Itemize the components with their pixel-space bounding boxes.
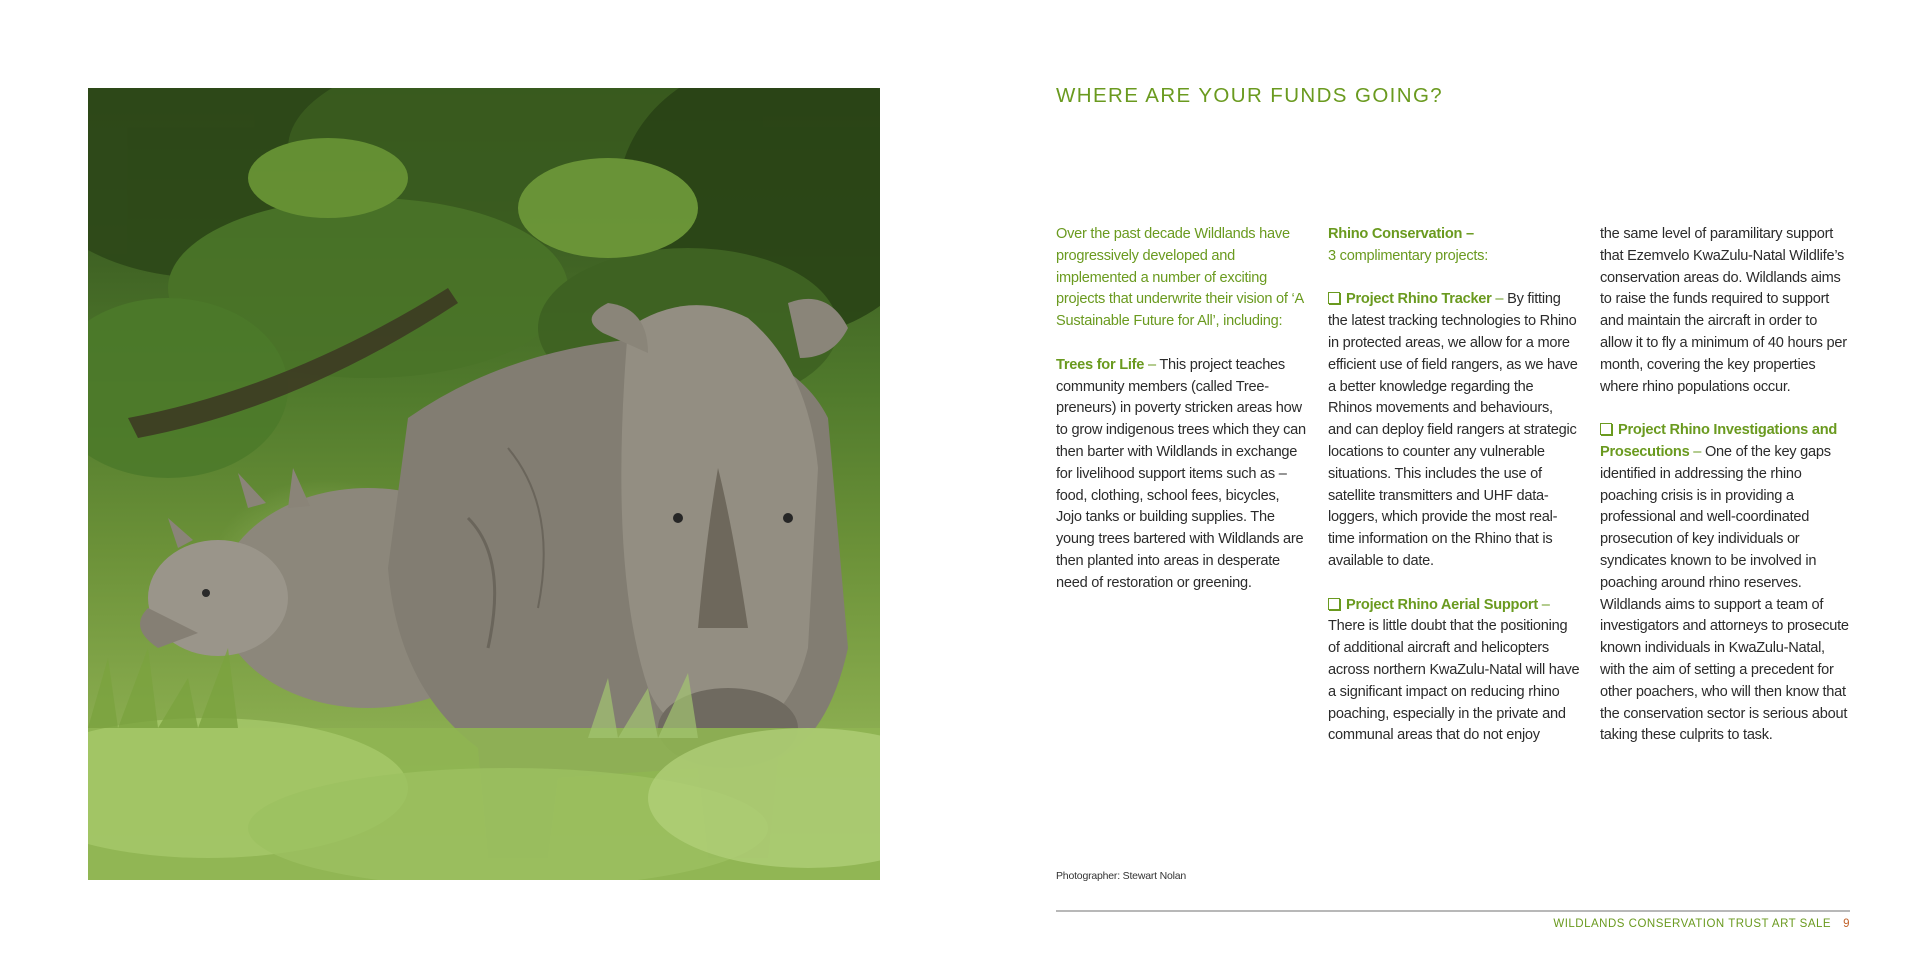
trees-for-life-dash: –	[1144, 356, 1160, 373]
rhino-aerial-title: Project Rhino Aerial Support	[1346, 596, 1538, 613]
rhino-conservation-subtitle: 3 complimentary projects:	[1328, 247, 1489, 264]
rhino-conservation-title: Rhino Conservation –	[1328, 226, 1474, 242]
page-number: 9	[1843, 918, 1850, 930]
rhino-tracker-title: Project Rhino Tracker	[1346, 291, 1492, 308]
rhino-aerial-dash: –	[1537, 596, 1550, 613]
rhino-investigations-body: One of the key gaps identified in addressing the rhino poaching crisis is in providing a professional and well-coordinated prosecution of key individuals or syndicates known to be involved in poaching around rhino reserves. Wildlands aims to support a team of investigators and attorneys to prosecute known individuals in KwaZulu-Natal, with the aim of setting a precedent for other poachers, who will then know that the conservation sector is serious about taking these culprits to task.	[1600, 443, 1849, 744]
text-column-2	[1328, 224, 1580, 769]
rhino-tracker-body: By fitting the latest tracking technologies to Rhino in protected areas, we allow for a more efficient use of field rangers, as we have a better knowledge regarding the Rhinos movements and behaviours, and can deploy field rangers at strategic locations to counter any vulnerable situations. This includes the use of satellite transmitters and UHF data-loggers, which provide the most real-time information on the Rhino that is available to date.	[1328, 291, 1578, 569]
trees-for-life-body: This project teaches community members (called Tree-preneurs) in poverty stricken areas how to grow indigenous trees which they can then barter with Wildlands in exchange for livelihood support items such as – food, clothing, school fees, bicycles, Jojo tanks or building supplies. The young trees bartered with Wildlands are then planted into areas in desperate need of restoration or greening.	[1056, 356, 1306, 591]
trees-for-life-paragraph	[1056, 355, 1308, 595]
rhino-investigations-title: Project Rhino Investigations and Prosecutions	[1600, 422, 1838, 460]
page-heading: WHERE ARE YOUR FUNDS GOING?	[1056, 84, 1444, 107]
photo-credit: Photographer: Stewart Nolan	[1056, 870, 1187, 882]
rhino-conservation-heading	[1328, 224, 1580, 268]
rhino-investigations-dash: –	[1689, 443, 1705, 460]
rhino-aerial-paragraph	[1328, 595, 1580, 748]
page-footer	[1553, 918, 1850, 930]
rhino-investigations-paragraph	[1600, 420, 1852, 747]
checkbox-bullet-icon	[1328, 598, 1340, 610]
text-column-1	[1056, 224, 1308, 616]
intro-paragraph: Over the past decade Wildlands have progressively developed and implemented a number of exciting projects that underwrite their vision of ‘A Sustainable Future for All’, including:	[1056, 226, 1304, 330]
trees-for-life-title: Trees for Life	[1056, 356, 1145, 373]
checkbox-bullet-icon	[1328, 292, 1340, 304]
text-column-3	[1600, 224, 1852, 769]
rhino-aerial-body: There is little doubt that the positioning of additional aircraft and helicopters across northern KwaZulu-Natal will have a significant impact on reducing rhino poaching, especially in the private and communal areas that do not enjoy	[1328, 618, 1580, 744]
rhino-tracker-paragraph	[1328, 289, 1580, 572]
rhino-aerial-continued: the same level of paramilitary support that Ezemvelo KwaZulu-Natal Wildlife’s conservation areas do. Wildlands aims to raise the funds required to support and maintain the aircraft in order to allow it to fly a minimum of 40 hours per month, covering the key properties where rhino populations occur.	[1600, 226, 1847, 395]
checkbox-bullet-icon	[1600, 423, 1612, 435]
rhino-photo	[88, 88, 880, 880]
rhino-tracker-dash: –	[1491, 291, 1508, 308]
footer-title: WILDLANDS CONSERVATION TRUST ART SALE	[1553, 918, 1832, 930]
rhino-illustration	[88, 88, 880, 880]
footer-divider	[1056, 910, 1850, 912]
